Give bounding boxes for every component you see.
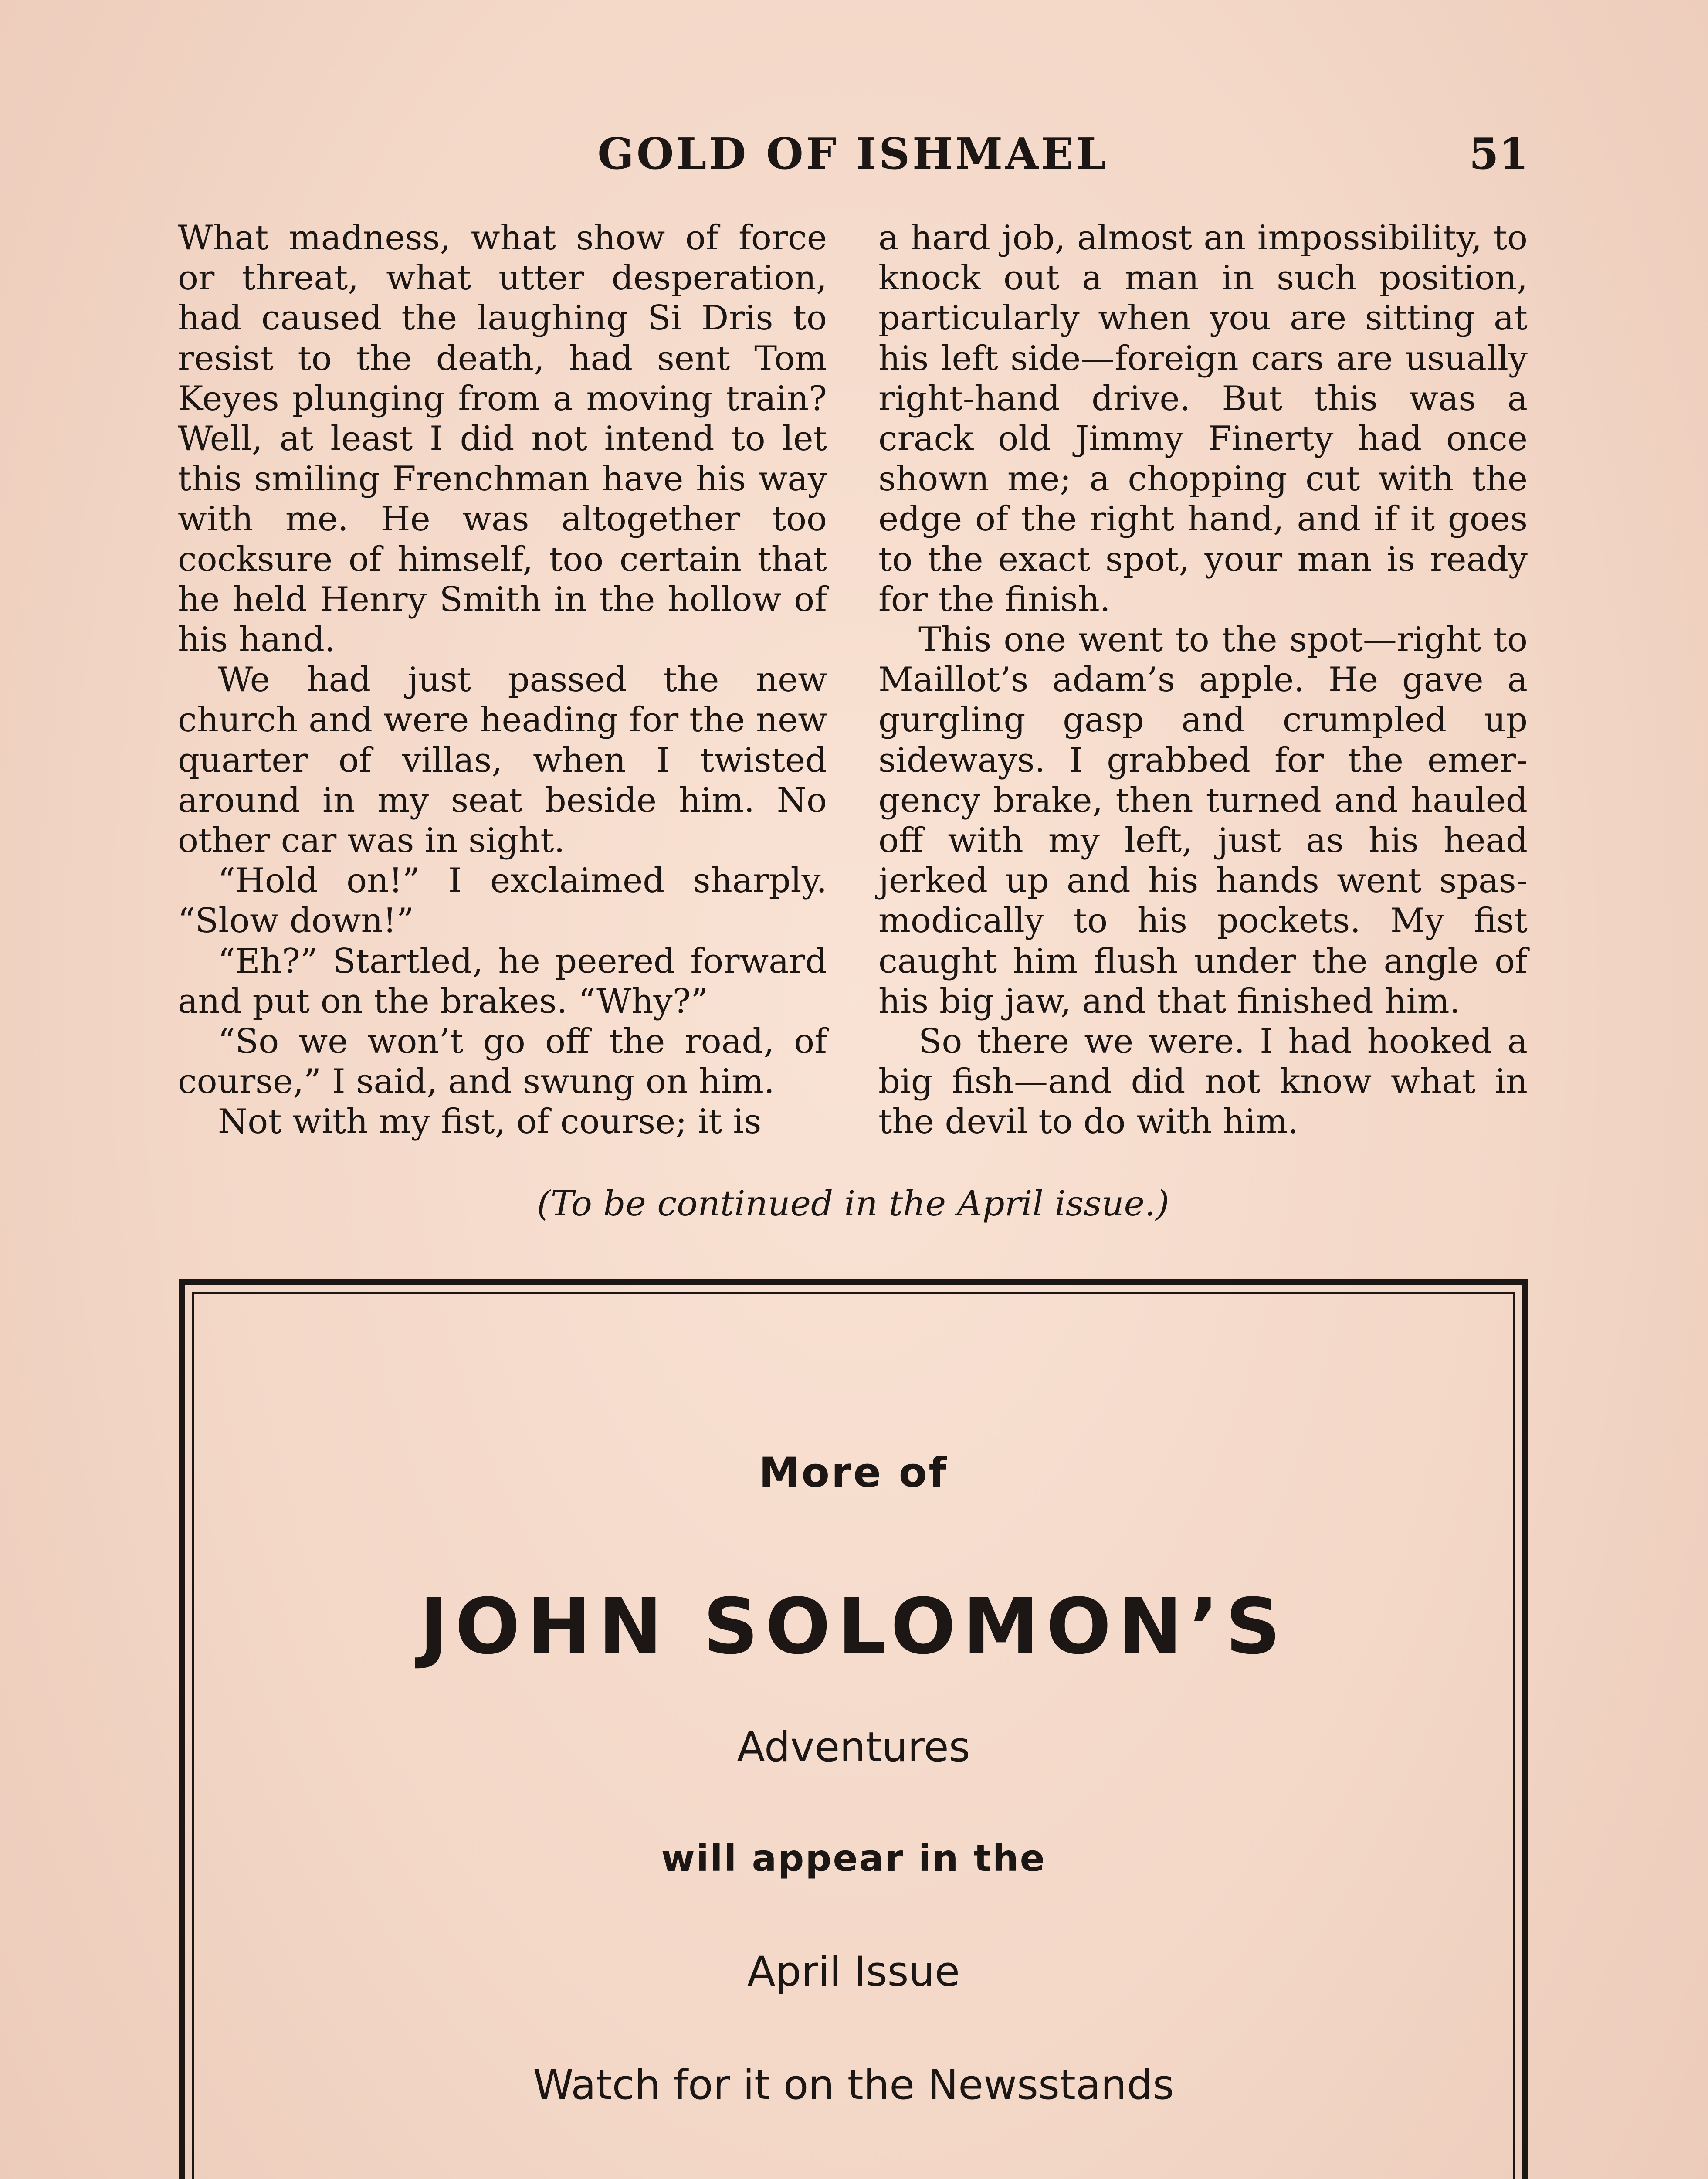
advertisement-inner-border [192, 1292, 1515, 2179]
ad-watch-newsstands: Watch for it on the Newsstands [533, 2061, 1174, 2109]
paragraph: We had just passed the new church and were heading for the new quarter of villas, when I twisted around in my seat beside him. No other car was in sight. [178, 660, 827, 861]
paragraph: What madness, what show of force or threat, what utter desperation, had caused the laughing Si Dris to resist to the death, had sent Tom Keyes plunging from a moving train? Well, at least I did not intend to let this smiling Frenchman have his way with me. He was altogether too cocksure of himself, too certain that he held Henry Smith in the hollow of his hand. [178, 218, 827, 660]
advertisement-box [179, 1279, 1528, 2179]
story-column-right [878, 218, 1528, 1142]
ad-more-of: More of [759, 1449, 949, 1497]
running-title: GOLD OF ISHMAEL [597, 129, 1109, 179]
page-header [178, 129, 1528, 186]
story-column-left [178, 218, 827, 1142]
paragraph: a hard job, almost an impossibility, to knock out a man in such position, particularly when you are sitting at his left side—foreign cars are usually right-hand drive. But this was a crack old Jimmy Finerty had once shown me; a chopping cut with the edge of the right hand, and if it goes to the exact spot, your man is ready for the finish. [878, 218, 1528, 619]
paragraph: “Eh?” Startled, he peered forward and put on the brakes. “Why?” [178, 941, 827, 1021]
ad-adventures: Adventures [737, 1724, 970, 1771]
page-number: 51 [1469, 129, 1528, 179]
paragraph: So there we were. I had hooked a big fish—and did not know what in the devil to do with him. [878, 1022, 1528, 1142]
paragraph: This one went to the spot—right to Maillot’s adam’s apple. He gave a gurgling gasp and crumpled up sideways. I grabbed for the emergency brake, then turned and hauled off with my left, just as his head jerked up and his hands went spasmodically to his pockets. My fist caught him flush under the angle of his big jaw, and that finished him. [878, 620, 1528, 1021]
continued-note: (To be continued in the April issue.) [537, 1183, 1169, 1224]
ad-will-appear: will appear in the [661, 1837, 1046, 1880]
ad-april-issue: April Issue [747, 1948, 960, 1996]
paragraph: “Hold on!” I exclaimed sharply. “Slow down!” [178, 861, 827, 941]
ad-headline: JOHN SOLOMON’S [419, 1582, 1288, 1671]
paragraph: Not with my fist, of course; it is [218, 1102, 762, 1142]
paragraph: “So we won’t go off the road, of course,” I said, and swung on him. [178, 1022, 827, 1102]
